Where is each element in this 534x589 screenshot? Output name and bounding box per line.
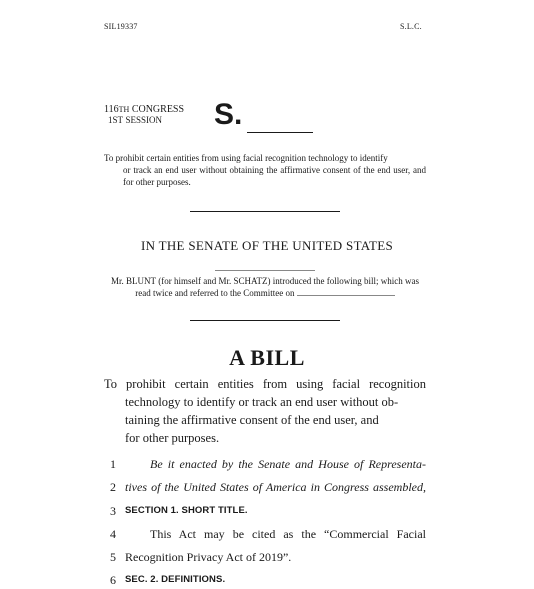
- line-number: 3: [110, 504, 116, 518]
- session-number: 1ST: [108, 115, 124, 125]
- line-number: 4: [110, 527, 116, 541]
- committee-blank: [297, 287, 395, 296]
- purpose-line: technology to identify or track an end user without ob-: [125, 395, 399, 409]
- purpose-summary-line1: To prohibit certain entities from using facial recognition technology to identify: [104, 153, 388, 163]
- congress-session-block: [104, 104, 184, 126]
- section-text: This Act may be cited as the “Commercial Facial: [150, 527, 426, 541]
- purpose-line: To prohibit certain entities from using facial recognition: [104, 377, 426, 391]
- purpose-line: for other purposes.: [125, 431, 220, 445]
- session-line: [104, 115, 184, 126]
- line-number: 1: [110, 457, 116, 471]
- thin-divider: [215, 270, 315, 271]
- text-line: [104, 478, 426, 496]
- introduction-paragraph: [104, 276, 426, 299]
- section-text: Recognition Privacy Act of 2019”.: [125, 550, 292, 564]
- text-line: [104, 455, 426, 473]
- cosponsor-name: SCHATZ: [233, 276, 268, 286]
- divider-rule: [190, 211, 340, 212]
- sponsor-name: BLUNT: [126, 276, 157, 286]
- purpose-summary-cont: or track an end user without obtaining the affirmative consent of the end user, and for other purposes.: [123, 165, 426, 187]
- section-heading: SECTION 1. SHORT TITLE.: [125, 505, 248, 516]
- congress-word: CONGRESS: [131, 104, 185, 115]
- line-number: 6: [110, 573, 116, 587]
- session-word: SESSION: [125, 115, 163, 125]
- purpose-summary: [104, 152, 426, 188]
- text-line: [104, 548, 426, 566]
- line-number: 2: [110, 480, 116, 494]
- intro-tail: ) introduced the following bill; which was read twice and referred to the Committee on: [135, 276, 419, 298]
- draft-mark: S.L.C.: [400, 22, 422, 31]
- chamber-heading: IN THE SENATE OF THE UNITED STATES: [140, 238, 394, 253]
- bill-heading: A BILL: [229, 345, 305, 370]
- congress-number: 116: [104, 104, 119, 115]
- congress-ordinal: TH: [118, 105, 130, 114]
- text-line: [104, 571, 426, 589]
- line-number: 5: [110, 550, 116, 564]
- divider-rule: [190, 320, 340, 321]
- enacting-clause: tives of the United States of America in Congress assembled,: [125, 480, 426, 494]
- enacting-clause: Be it enacted by the Senate and House of Representa-: [150, 457, 426, 471]
- text-line: [104, 502, 426, 520]
- text-line: [104, 525, 426, 543]
- bill-prefix: S.: [214, 98, 243, 131]
- sponsor-title: Mr.: [111, 276, 124, 286]
- congress-line: [104, 104, 184, 115]
- purpose-line: taining the affirmative consent of the end user, and: [125, 413, 379, 427]
- bill-id: SIL19337: [104, 22, 138, 31]
- intro-mid: (for himself and Mr.: [158, 276, 232, 286]
- section-heading: SEC. 2. DEFINITIONS.: [125, 574, 226, 585]
- bill-number-blank: [247, 132, 313, 133]
- purpose-statement: [104, 375, 426, 447]
